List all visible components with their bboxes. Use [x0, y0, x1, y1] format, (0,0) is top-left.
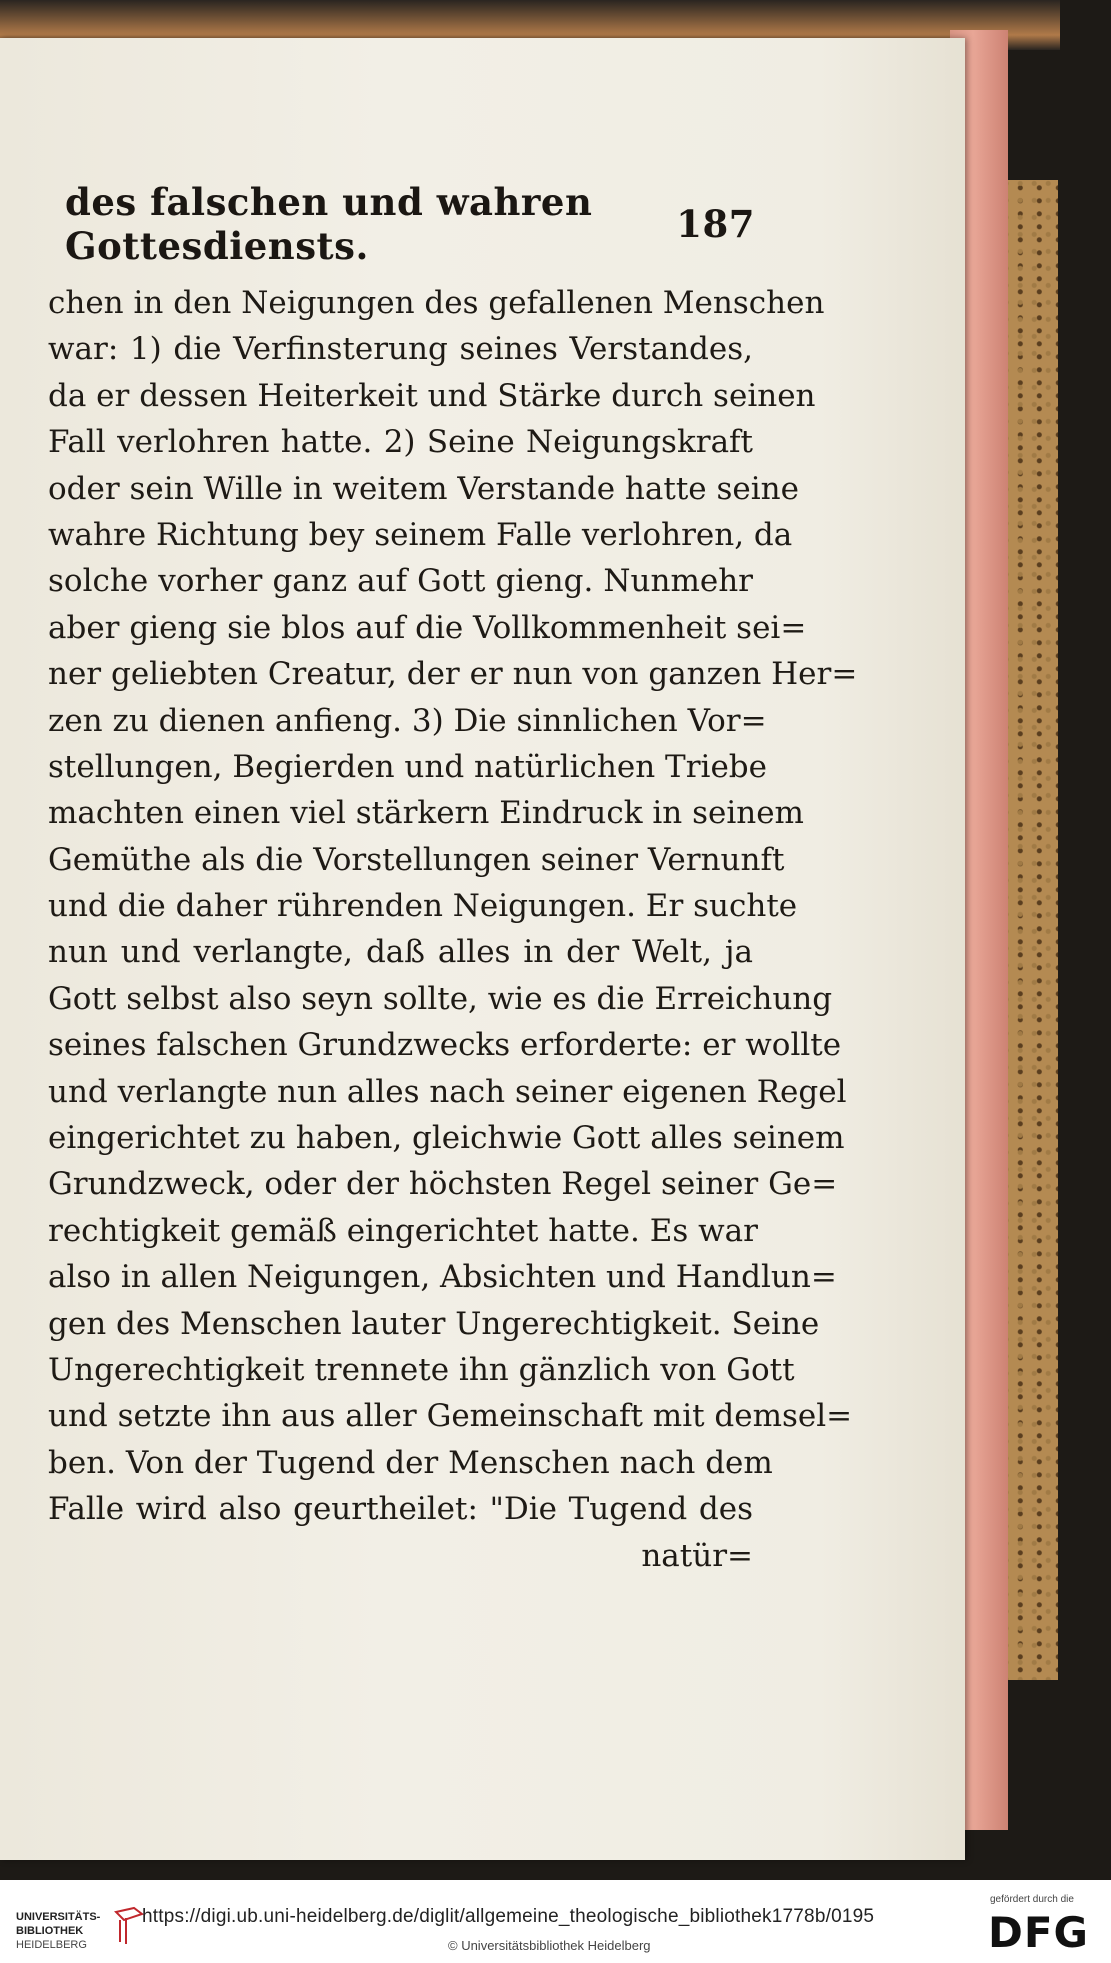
text-line: da er dessen Heiterkeit und Stärke durch seinen: [48, 377, 816, 414]
text-line: chen in den Neigungen des gefallenen Menschen: [48, 285, 825, 321]
library-name-line1: UNIVERSITÄTS-: [16, 1911, 101, 1923]
text-line: ben. Von der Tugend der Menschen nach dem: [48, 1444, 773, 1481]
page-number: 187: [676, 202, 755, 246]
text-line: seines falschen Grundzwecks erforderte: er wollte: [48, 1027, 842, 1064]
text-line: nun und verlangte, daß alles in der Welt, ja: [48, 934, 753, 971]
page-body-text: [48, 280, 858, 1579]
text-line: Ungerechtigkeit trennete ihn gänzlich von Gott: [48, 1351, 795, 1388]
text-line: also in allen Neigungen, Absichten und Handlun=: [48, 1259, 837, 1296]
text-line: gen des Menschen lauter Ungerechtigkeit. Seine: [48, 1305, 820, 1342]
text-line: stellungen, Begierden und natürlichen Triebe: [48, 748, 767, 785]
text-line: Gemüthe als die Vorstellungen seiner Vernunft: [48, 841, 785, 878]
text-line: natür=: [641, 1537, 753, 1574]
funder-label: gefördert durch die: [990, 1894, 1074, 1905]
text-line: ner geliebten Creatur, der er nun von ganzen Her=: [48, 656, 858, 693]
text-line: eingerichtet zu haben, gleichwie Gott alles seinem: [48, 1120, 845, 1157]
text-line: zen zu dienen anfieng. 3) Die sinnlichen Vor=: [48, 702, 767, 739]
library-logo: [16, 1910, 100, 1952]
copyright-notice: © Universitätsbibliothek Heidelberg: [448, 1938, 651, 1953]
text-line: solche vorher ganz auf Gott gieng. Nunmehr: [48, 563, 753, 600]
text-line: und setzte ihn aus aller Gemeinschaft mit demsel=: [48, 1398, 853, 1435]
library-name-line2: BIBLIOTHEK: [16, 1925, 84, 1937]
text-line: rechtigkeit gemäß eingerichtet hatte. Es war: [48, 1212, 758, 1249]
text-line: Gott selbst also seyn sollte, wie es die Erreichung: [48, 980, 833, 1017]
running-head: des falschen und wahren Gottesdiensts.: [65, 180, 593, 268]
text-line: aber gieng sie blos auf die Vollkommenheit sei=: [48, 609, 807, 646]
text-line: Falle wird also geurtheilet: "Die Tugend des: [48, 1491, 753, 1528]
permalink-url[interactable]: https://digi.ub.uni-heidelberg.de/diglit/allgemeine_theologische_bibliothek1778b/0195: [142, 1906, 875, 1927]
text-line: wahre Richtung bey seinem Falle verlohren, da: [48, 516, 793, 553]
text-line: machten einen viel stärkern Eindruck in seinem: [48, 795, 804, 832]
library-name-line3: HEIDELBERG: [16, 1939, 87, 1951]
viewer-footer: [0, 1880, 1111, 1963]
library-emblem-icon: [112, 1906, 146, 1946]
text-line: oder sein Wille in weitem Verstande hatte seine: [48, 470, 799, 507]
text-line: und die daher rührenden Neigungen. Er suchte: [48, 888, 798, 925]
text-line: war: 1) die Verfinsterung seines Verstandes,: [48, 331, 753, 368]
text-line: Grundzweck, oder der höchsten Regel seiner Ge=: [48, 1166, 838, 1203]
text-line: und verlangte nun alles nach seiner eigenen Regel: [48, 1073, 847, 1110]
page-header: [65, 180, 755, 268]
text-line: Fall verlohren hatte. 2) Seine Neigungskraft: [48, 424, 753, 461]
dfg-logo: DFG: [988, 1908, 1090, 1957]
